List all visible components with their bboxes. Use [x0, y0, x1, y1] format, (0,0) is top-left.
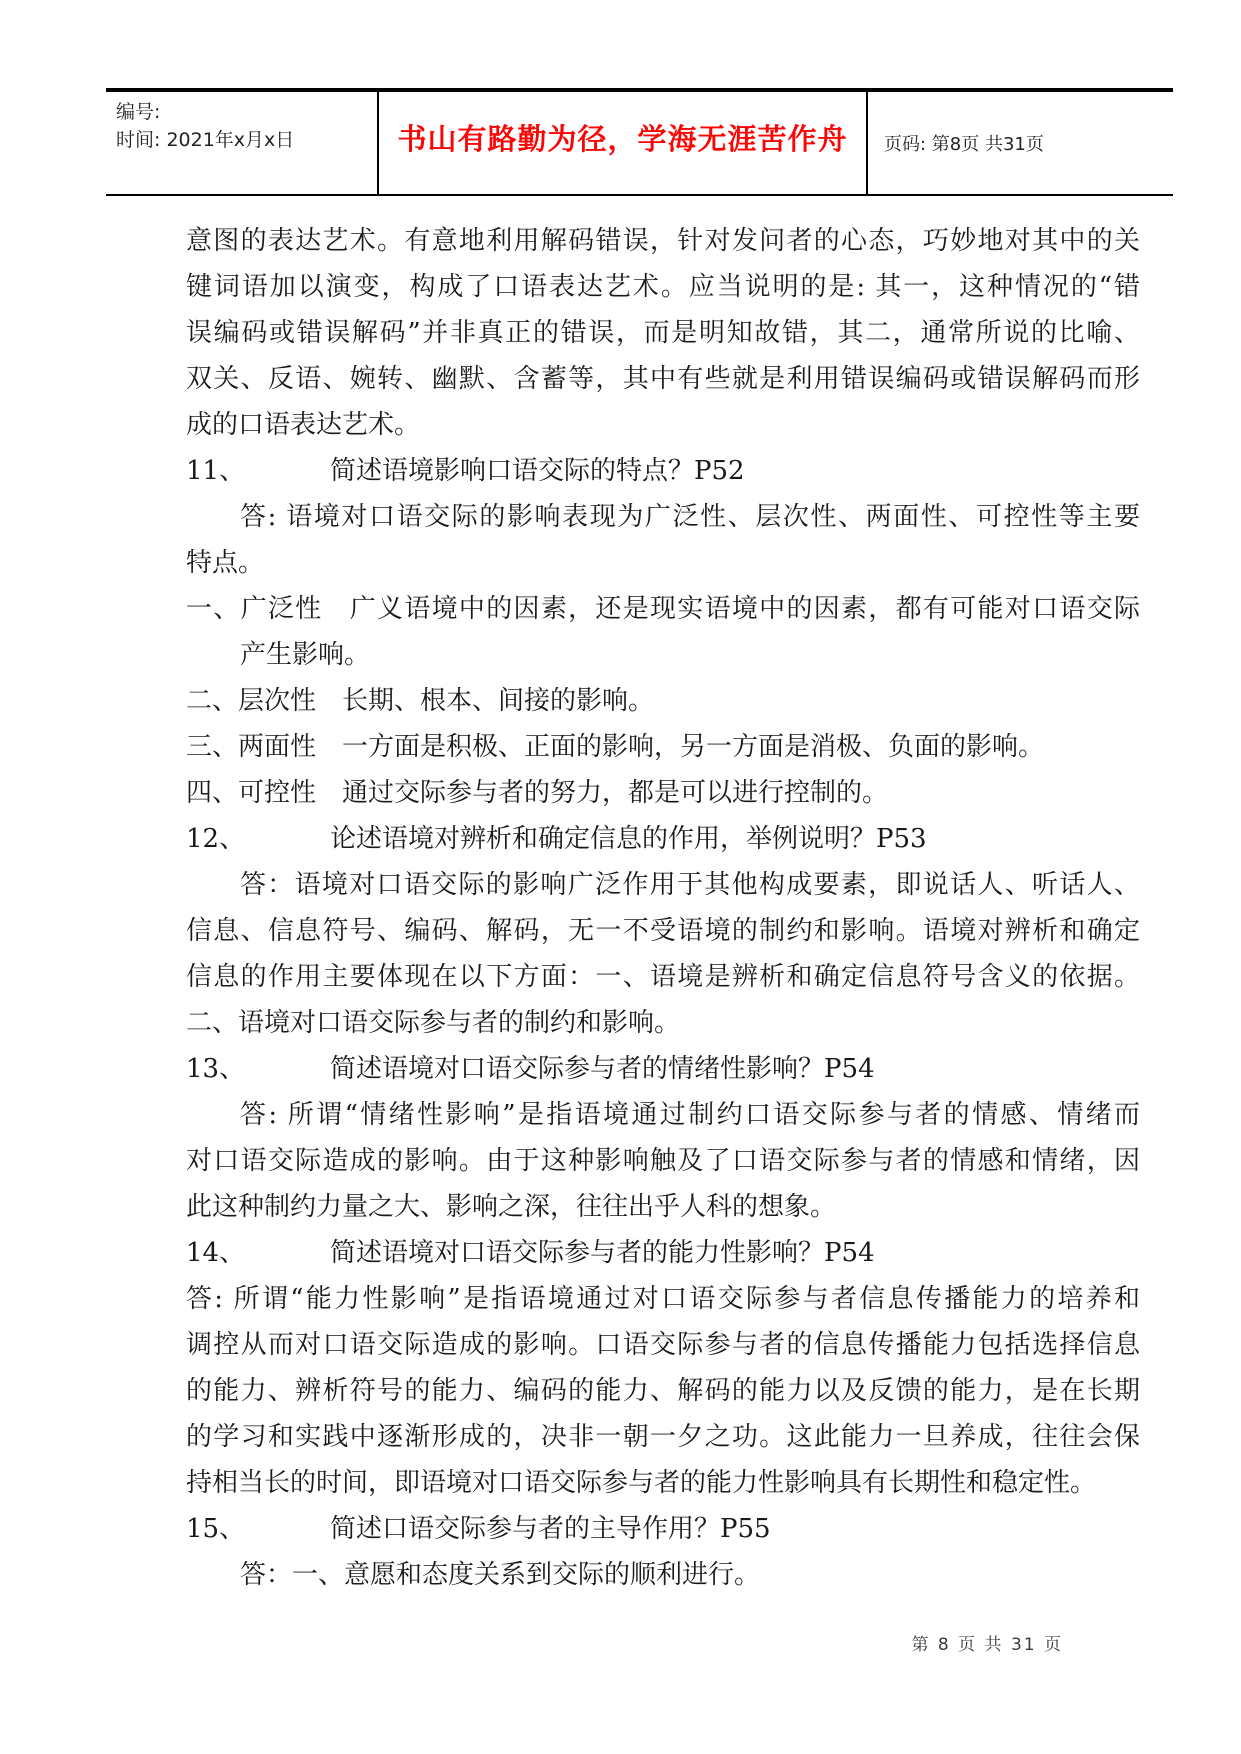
- body-line: 误编码或错误解码”并非真正的错误，而是明知故错，其二，通常所说的比喻、: [186, 318, 1140, 348]
- header-page-label: 页码: 第8页 共31页: [884, 134, 1044, 155]
- question-number: 15、: [186, 1514, 246, 1544]
- header-page-cell: [867, 90, 1173, 195]
- body-line: 一、广泛性 广义语境中的因素，还是现实语境中的因素，都有可能对口语交际: [186, 594, 1140, 624]
- question-line: [186, 448, 1140, 494]
- footer-page-number: 第 8 页 共 31 页: [911, 1635, 1063, 1655]
- body-line: 成的口语表达艺术。: [186, 410, 421, 440]
- body-line: 的能力、辨析符号的能力、编码的能力、解码的能力以及反馈的能力，是在长期: [186, 1376, 1140, 1406]
- question-number: 11、: [186, 456, 246, 486]
- body-line: 意图的表达艺术。有意地利用解码错误，针对发问者的心态，巧妙地对其中的关: [186, 226, 1140, 256]
- body-line: 答: 所谓“情绪性影响”是指语境通过制约口语交际参与者的情感、情绪而: [240, 1100, 1140, 1130]
- body-line: 答：一、意愿和态度关系到交际的顺利进行。: [240, 1560, 761, 1590]
- body-line: 答：语境对口语交际的影响广泛作用于其他构成要素，即说话人、听话人、: [240, 870, 1140, 900]
- header-number-label: 编号:: [116, 101, 161, 123]
- question-line: [186, 1230, 1140, 1276]
- document-body: [186, 218, 1140, 1598]
- question-line: [186, 816, 1140, 862]
- header-meta-cell: [106, 90, 378, 195]
- page-footer: [912, 1630, 1063, 1655]
- body-line: 三、两面性 一方面是积极、正面的影响，另一方面是消极、负面的影响。: [186, 732, 1045, 762]
- header-table: [106, 88, 1173, 196]
- body-line: 产生影响。: [240, 640, 371, 670]
- body-line: 答: 所谓“能力性影响”是指语境通过对口语交际参与者信息传播能力的培养和: [186, 1284, 1140, 1314]
- header-row: [106, 90, 1173, 195]
- header-date-label: 时间: 2021年x月x日: [116, 129, 295, 151]
- question-text: 论述语境对辨析和确定信息的作用，举例说明？P53: [330, 824, 927, 854]
- body-line: 双关、反语、婉转、幽默、含蓄等，其中有些就是利用错误编码或错误解码而形: [186, 364, 1140, 394]
- body-line: 四、可控性 通过交际参与者的努力，都是可以进行控制的。: [186, 778, 889, 808]
- body-line: 此这种制约力量之大、影响之深，往往出乎人科的想象。: [186, 1192, 837, 1222]
- question-line: [186, 1506, 1140, 1552]
- question-number: 13、: [186, 1054, 246, 1084]
- body-line: 对口语交际造成的影响。由于这种影响触及了口语交际参与者的情感和情绪，因: [186, 1146, 1140, 1176]
- question-text: 简述语境对口语交际参与者的情绪性影响？P54: [330, 1054, 875, 1084]
- header-slogan: 书山有路勤为径，学海无涯苦作舟: [397, 121, 848, 156]
- body-line: 的学习和实践中逐渐形成的，决非一朝一夕之功。这此能力一旦养成，往往会保: [186, 1422, 1140, 1452]
- question-number: 12、: [186, 824, 246, 854]
- body-line: 信息、信息符号、编码、解码，无一不受语境的制约和影响。语境对辨析和确定: [186, 916, 1140, 946]
- question-text: 简述口语交际参与者的主导作用？P55: [330, 1514, 771, 1544]
- body-line: 调控从而对口语交际造成的影响。口语交际参与者的信息传播能力包括选择信息: [186, 1330, 1140, 1360]
- header-slogan-cell: [378, 90, 867, 195]
- body-line: 答: 语境对口语交际的影响表现为广泛性、层次性、两面性、可控性等主要: [240, 502, 1140, 532]
- body-line: 持相当长的时间，即语境对口语交际参与者的能力性影响具有长期性和稳定性。: [186, 1468, 1097, 1498]
- body-line: 键词语加以演变，构成了口语表达艺术。应当说明的是: 其一，这种情况的“错: [186, 272, 1140, 302]
- body-line: 二、语境对口语交际参与者的制约和影响。: [186, 1008, 681, 1038]
- body-line: 特点。: [186, 548, 265, 578]
- question-text: 简述语境对口语交际参与者的能力性影响？P54: [330, 1238, 875, 1268]
- body-line: 信息的作用主要体现在以下方面：一、语境是辨析和确定信息符号含义的依据。: [186, 962, 1140, 992]
- question-number: 14、: [186, 1238, 246, 1268]
- question-line: [186, 1046, 1140, 1092]
- question-text: 简述语境影响口语交际的特点？P52: [330, 456, 745, 486]
- body-line: 二、层次性 长期、根本、间接的影响。: [186, 686, 655, 716]
